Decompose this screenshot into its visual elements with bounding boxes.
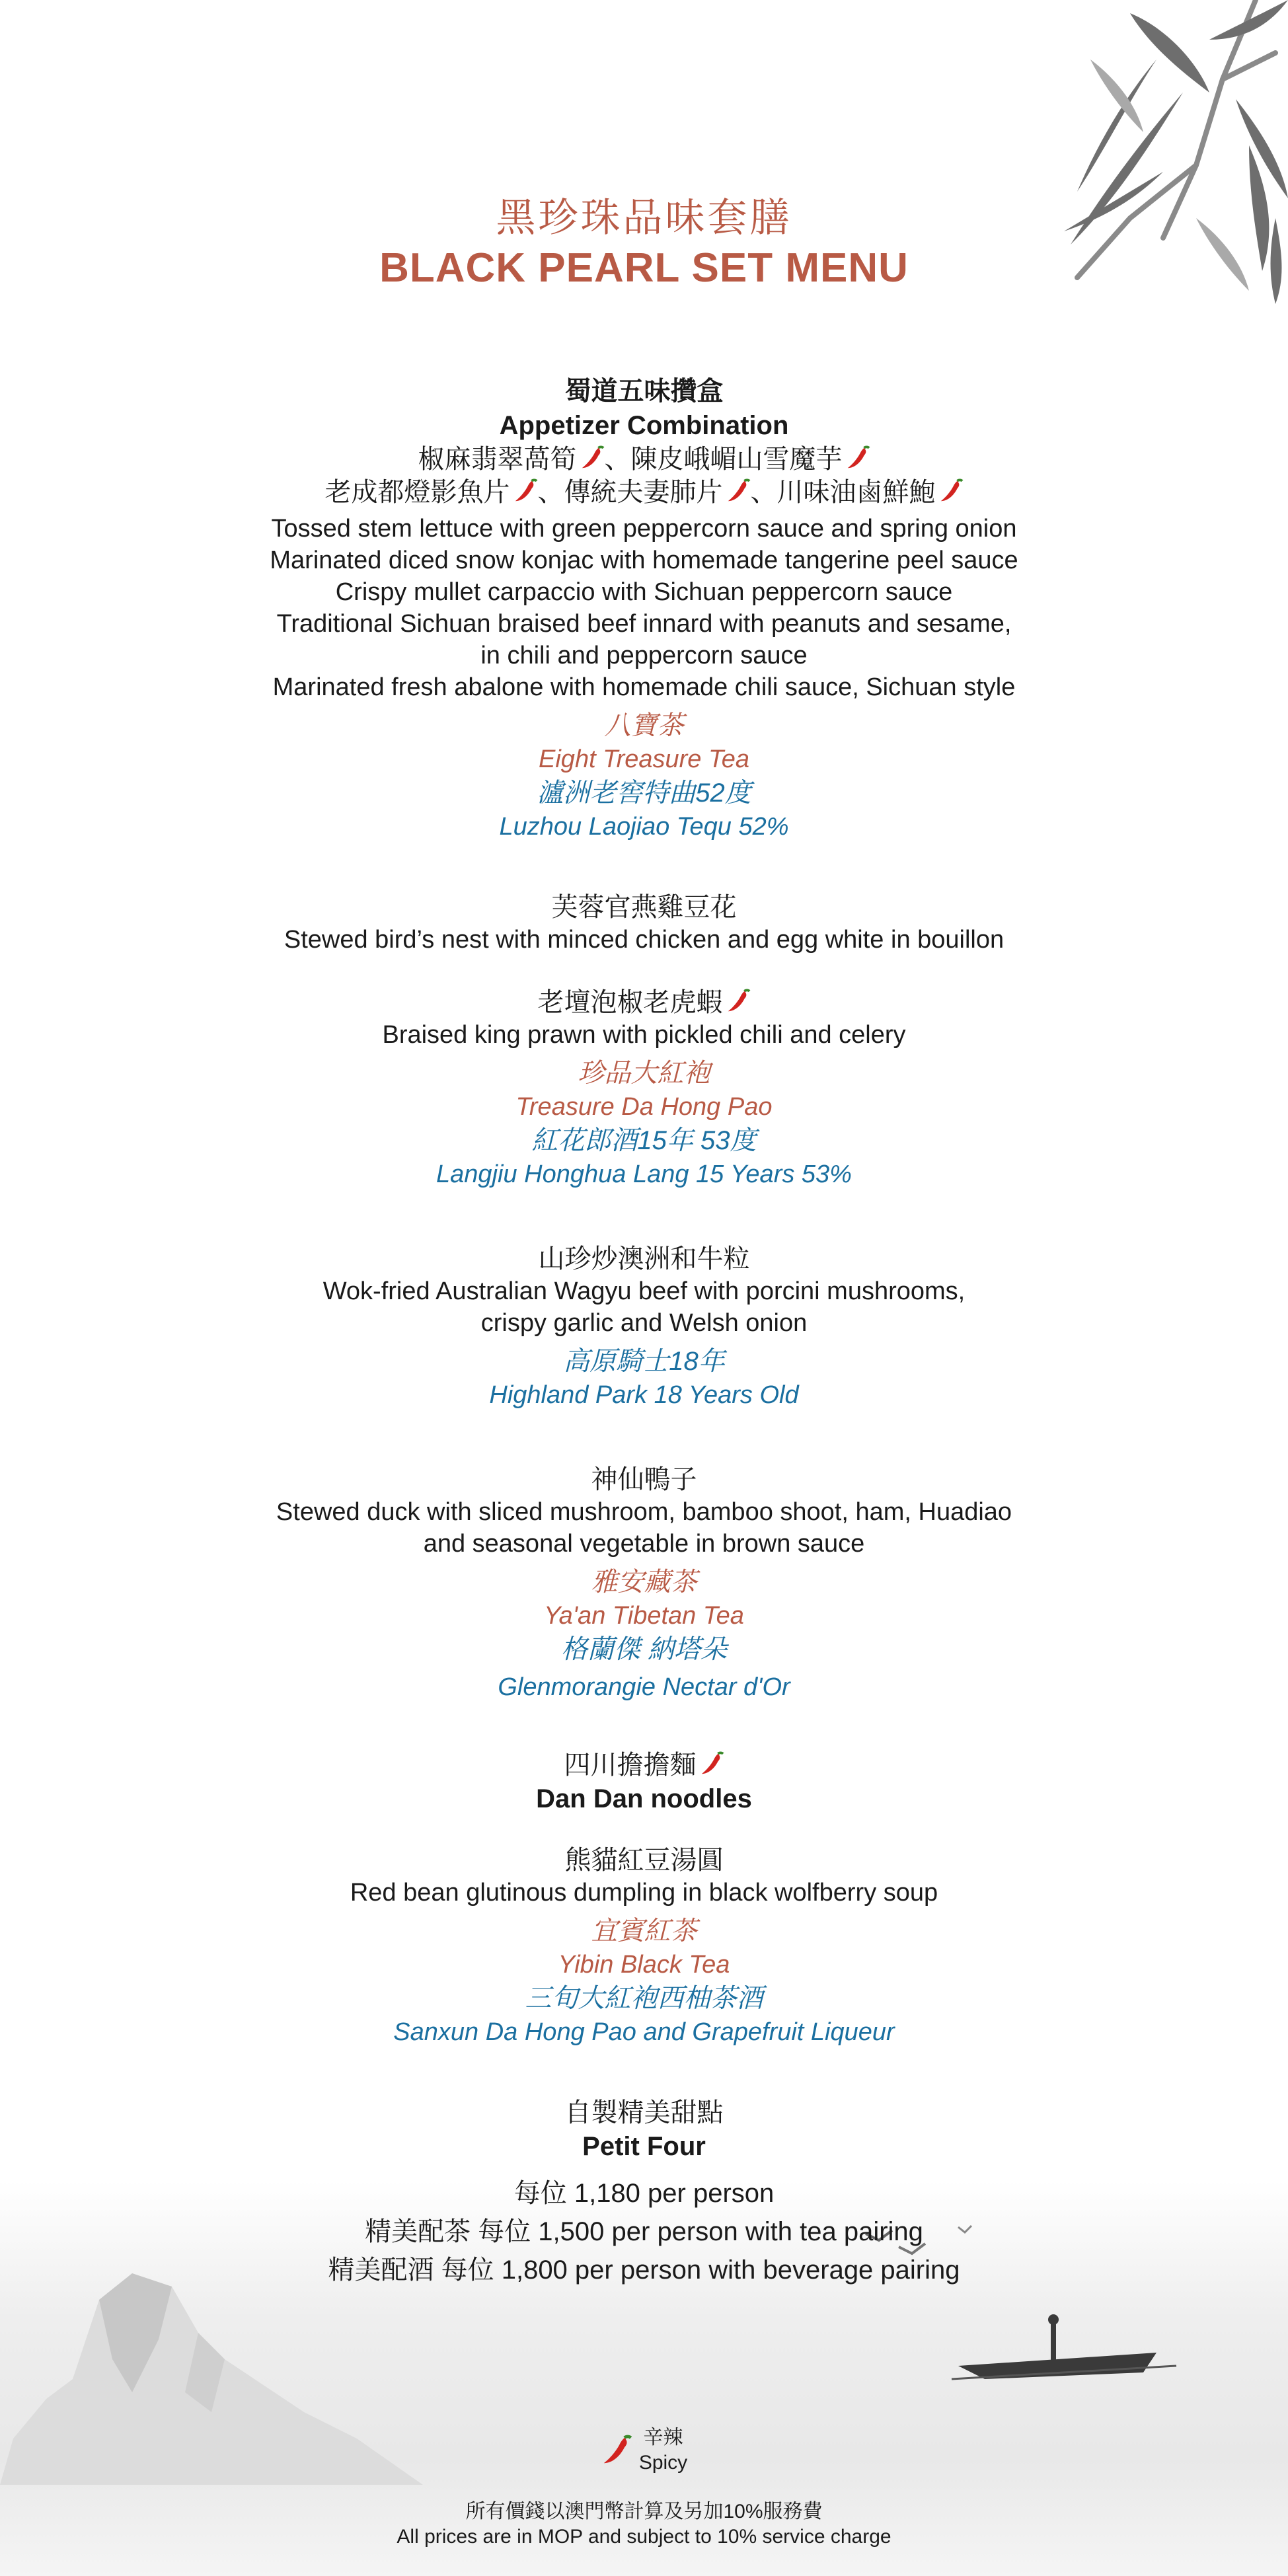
- price-per-person: 每位 1,180 per person: [513, 2179, 775, 2208]
- course-name-en-line-2: and seasonal vegetable in brown sauce: [423, 1530, 865, 1558]
- course-name-en: Dan Dan noodles: [536, 1784, 752, 1813]
- appetizer-en-item: Tossed stem lettuce with green peppercorn sauce and spring onion: [271, 515, 1017, 543]
- tea-pairing-zh: 雅安藏茶: [591, 1568, 697, 1597]
- legend-label-zh: 辛辣: [643, 2427, 683, 2448]
- course-7: [0, 1844, 1288, 2049]
- footer: [0, 2499, 1288, 2550]
- course-6: [0, 1749, 1288, 1816]
- item-zh: 、傳統夫妻肺片: [537, 478, 723, 507]
- price-beverage-pairing: 精美配酒 每位 1,800 per person with beverage pairing: [328, 2255, 960, 2285]
- course-name-en: Stewed bird’s nest with minced chicken and egg white in bouillon: [284, 926, 1004, 954]
- appetizer-en-item: Crispy mullet carpaccio with Sichuan peppercorn sauce: [335, 578, 953, 606]
- tea-pairing-en: Yibin Black Tea: [558, 1951, 730, 1979]
- course-2: [0, 891, 1288, 956]
- chili-pepper-icon: [601, 2435, 632, 2466]
- course-name-en: Appetizer Combination: [499, 411, 789, 440]
- chili-pepper-icon: [580, 445, 605, 471]
- appetizer-en-item: in chili and peppercorn sauce: [480, 642, 808, 669]
- boat-illustration: [945, 2313, 1183, 2392]
- spicy-legend: [0, 2425, 1288, 2476]
- course-3: [0, 986, 1288, 1191]
- legend-label-en: Spicy: [638, 2452, 688, 2474]
- course-name-zh: [0, 986, 1288, 1019]
- course-name-zh: 蜀道五味攢盒: [564, 377, 724, 406]
- beverage-pairing-en: Langjiu Honghua Lang 15 Years 53%: [436, 1160, 852, 1188]
- appetizer-en-item: Marinated fresh abalone with homemade chili sauce, Sichuan style: [272, 673, 1016, 701]
- course-name-en: Red bean glutinous dumpling in black wolfberry soup: [350, 1879, 938, 1907]
- beverage-pairing-zh: 高原騎士18年: [563, 1347, 725, 1376]
- course-name-zh: 芙蓉官燕雞豆花: [551, 893, 737, 922]
- chili-pepper-icon: [513, 478, 538, 504]
- appetizer-section: [0, 374, 1288, 843]
- beverage-pairing-en: Glenmorangie Nectar d'Or: [498, 1673, 790, 1701]
- beverage-pairing-zh: 瀘洲老窖特曲52度: [537, 778, 751, 808]
- beverage-pairing-zh: 三旬大紅袍西柚茶酒: [525, 1984, 763, 2013]
- chili-pepper-icon: [938, 478, 964, 504]
- tea-pairing-en: Ya'an Tibetan Tea: [544, 1602, 744, 1630]
- course-5: [0, 1463, 1288, 1704]
- appetizer-en-item: Traditional Sichuan braised beef innard with peanuts and sesame,: [276, 610, 1012, 638]
- course-name-zh-text: 老壇泡椒老虎蝦: [537, 988, 723, 1017]
- price-section: [0, 2174, 1288, 2289]
- tea-pairing-en: Treasure Da Hong Pao: [515, 1093, 773, 1121]
- course-name-en-line-2: crispy garlic and Welsh onion: [480, 1309, 808, 1337]
- course-name-en-line-1: Wok-fried Australian Wagyu beef with porcini mushrooms,: [322, 1277, 966, 1305]
- beverage-pairing-en: Luzhou Laojiao Tequ 52%: [499, 813, 789, 841]
- course-name-en: Braised king prawn with pickled chili and celery: [382, 1021, 906, 1049]
- course-name-zh: 自製精美甜點: [564, 2098, 724, 2127]
- menu-title-zh: 黑珍珠品味套膳: [496, 196, 792, 240]
- chili-pepper-icon: [726, 989, 751, 1014]
- footer-note-en: All prices are in MOP and subject to 10% service charge: [397, 2526, 891, 2548]
- footer-note-zh: 所有價錢以澳門幣計算及另加10%服務費: [465, 2501, 823, 2522]
- item-zh: 、川味油鹵鮮鮑: [750, 478, 936, 507]
- chili-pepper-icon: [845, 445, 870, 471]
- course-name-zh: 熊貓紅豆湯圓: [564, 1846, 724, 1875]
- price-tea-pairing: 精美配茶 每位 1,500 per person with tea pairing: [365, 2217, 923, 2246]
- course-name-zh-text: 四川擔擔麵: [564, 1751, 697, 1780]
- tea-pairing-zh: 宜賓紅茶: [591, 1916, 697, 1946]
- tea-pairing-en: Eight Treasure Tea: [539, 745, 749, 773]
- beverage-pairing-en: Highland Park 18 Years Old: [489, 1381, 799, 1409]
- item-zh: 椒麻翡翠萵筍: [418, 445, 577, 474]
- tea-pairing-zh: 八寶茶: [604, 711, 684, 740]
- course-name-en: Petit Four: [582, 2132, 706, 2161]
- course-4: [0, 1242, 1288, 1412]
- menu-title-en: BLACK PEARL SET MENU: [379, 245, 909, 291]
- beverage-pairing-zh: 格蘭傑 納塔朵: [560, 1635, 728, 1664]
- appetizer-en-item: Marinated diced snow konjac with homemade tangerine peel sauce: [270, 547, 1018, 574]
- tea-pairing-zh: 珍品大紅袍: [578, 1059, 710, 1088]
- chili-pepper-icon: [699, 1751, 724, 1776]
- item-zh: 老成都燈影魚片: [324, 478, 510, 507]
- course-8: [0, 2096, 1288, 2164]
- course-name-en-line-1: Stewed duck with sliced mushroom, bamboo shoot, ham, Huadiao: [276, 1498, 1012, 1526]
- beverage-pairing-en: Sanxun Da Hong Pao and Grapefruit Liqueur: [393, 2018, 895, 2046]
- course-name-zh: 山珍炒澳洲和牛粒: [538, 1244, 750, 1273]
- appetizer-zh-line-2: [0, 476, 1288, 509]
- appetizer-zh-line-1: [0, 443, 1288, 476]
- item-zh: 、陳皮峨嵋山雪魔芋: [604, 445, 843, 474]
- chili-pepper-icon: [726, 478, 751, 504]
- course-name-zh: [0, 1749, 1288, 1782]
- beverage-pairing-zh: 紅花郎酒15年 53度: [531, 1126, 757, 1155]
- course-name-zh: 神仙鴨子: [591, 1465, 697, 1494]
